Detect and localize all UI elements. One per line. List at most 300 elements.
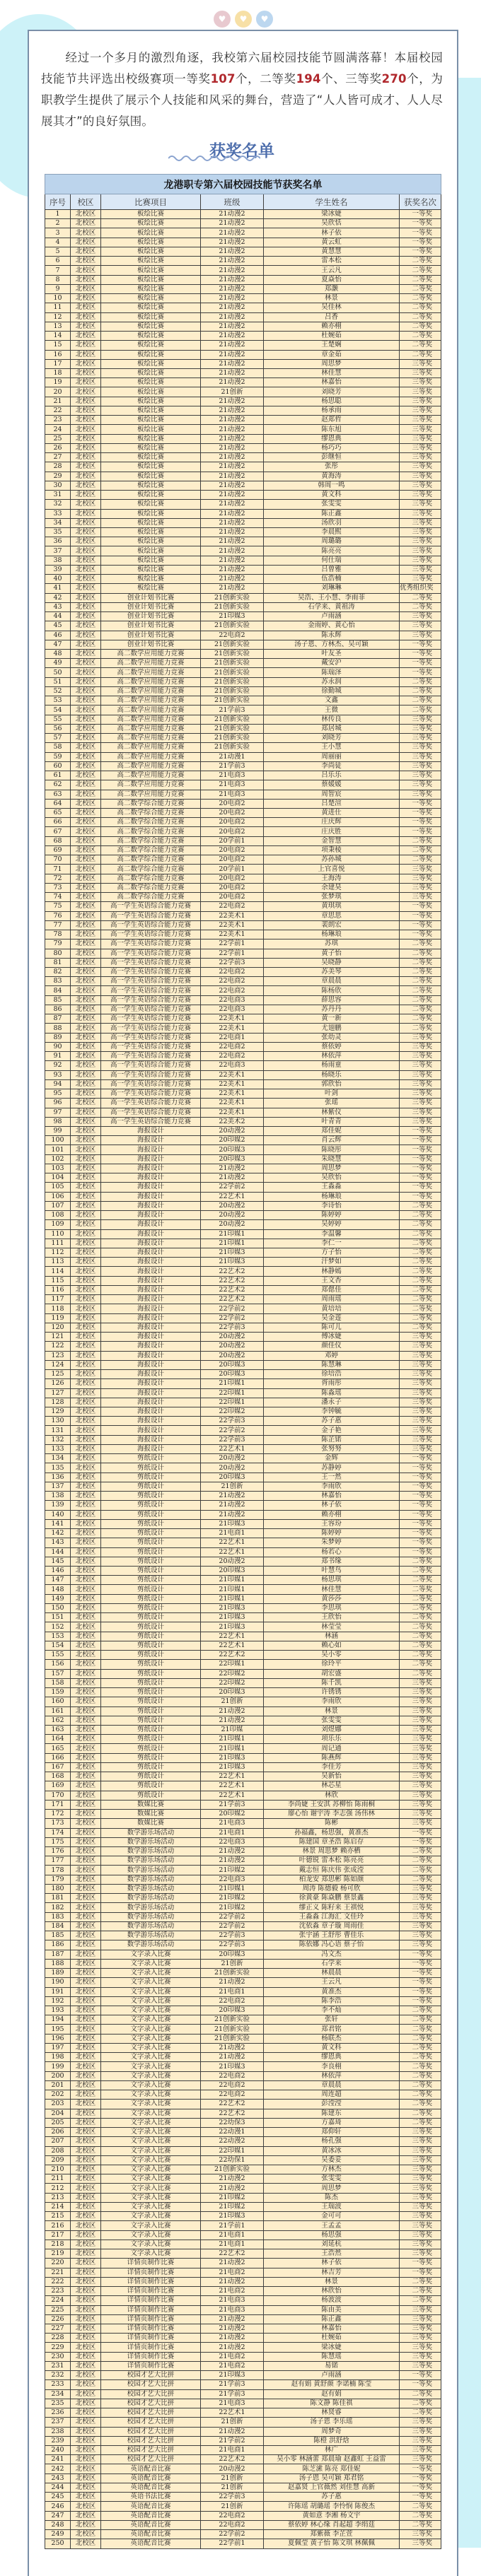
student-name: 黄云虹 xyxy=(264,238,400,247)
student-name: 杨联杰 xyxy=(264,2034,400,2043)
class-name: 22电商2 xyxy=(201,986,264,995)
class-name: 22印媒2 xyxy=(201,1669,264,1678)
class-name: 21动漫2 xyxy=(201,228,264,238)
row-number: 43 xyxy=(45,602,71,611)
competition: 高一学生英语综合能力竞赛 xyxy=(101,1014,201,1024)
row-number: 146 xyxy=(45,1566,71,1575)
competition: 文字录入比赛 xyxy=(101,2212,201,2221)
award-rank: 二等奖 xyxy=(400,845,441,855)
competition: 高一学生英语综合能力竞赛 xyxy=(101,1042,201,1051)
competition: 详情页制作比赛 xyxy=(101,2259,201,2268)
student-name: 苏孙城 xyxy=(264,855,400,865)
student-name: 庄庆辉 xyxy=(264,818,400,827)
competition: 板绘比赛 xyxy=(101,406,201,415)
student-name: 王文杏 xyxy=(264,1276,400,1285)
student-name: 尤翅鹏 xyxy=(264,1024,400,1033)
class-name: 21动漫2 xyxy=(201,2314,264,2324)
award-rank: 二等奖 xyxy=(400,977,441,986)
row-number: 250 xyxy=(45,2539,71,2548)
campus: 北校区 xyxy=(71,1435,101,1444)
row-number: 101 xyxy=(45,1145,71,1154)
table-row xyxy=(45,2371,441,2380)
award-rank: 三等奖 xyxy=(400,1706,441,1716)
class-name: 21动漫2 xyxy=(201,443,264,452)
award-rank: 三等奖 xyxy=(400,387,441,397)
table-row xyxy=(45,977,441,986)
award-rank: 三等奖 xyxy=(400,481,441,490)
campus: 北校区 xyxy=(71,977,101,986)
student-name: 黄培培 xyxy=(264,1304,400,1313)
award-rank: 三等奖 xyxy=(400,1117,441,1126)
table-row xyxy=(45,2071,441,2080)
campus: 北校区 xyxy=(71,1594,101,1603)
award-rank: 二等奖 xyxy=(400,677,441,686)
award-rank: 二等奖 xyxy=(400,855,441,865)
class-name: 22学前1 xyxy=(201,2539,264,2548)
class-name: 21动漫2 xyxy=(201,350,264,359)
campus: 北校区 xyxy=(71,472,101,481)
row-number: 212 xyxy=(45,2184,71,2193)
row-number: 63 xyxy=(45,790,71,799)
competition: 高一学生英语综合能力竞赛 xyxy=(101,995,201,1005)
award-rank: 二等奖 xyxy=(400,1285,441,1294)
campus: 北校区 xyxy=(71,1164,101,1173)
table-row xyxy=(45,1772,441,1781)
class-name: 21动漫2 xyxy=(201,210,264,219)
award-rank: 二等奖 xyxy=(400,1267,441,1276)
class-name: 21印媒3 xyxy=(201,612,264,621)
student-name: 杨思琪 xyxy=(264,1576,400,1585)
competition: 板绘比赛 xyxy=(101,416,201,425)
row-number: 98 xyxy=(45,1117,71,1126)
campus: 北校区 xyxy=(71,696,101,706)
competition: 高一学生英语综合能力竞赛 xyxy=(101,1024,201,1033)
table-row xyxy=(45,2146,441,2155)
award-rank: 一等奖 xyxy=(400,2493,441,2502)
competition: 剪纸设计 xyxy=(101,1688,201,1697)
competition: 剪纸设计 xyxy=(101,1641,201,1650)
class-name: 22幼保1 xyxy=(201,2155,264,2165)
table-row xyxy=(45,827,441,836)
student-name: 章晨晨 xyxy=(264,2080,400,2090)
row-number: 160 xyxy=(45,1697,71,1706)
student-name: 陈杨欣 xyxy=(264,986,400,995)
class-name: 21动漫2 xyxy=(201,509,264,518)
campus: 北校区 xyxy=(71,1024,101,1033)
table-row xyxy=(45,1342,441,1351)
campus: 北校区 xyxy=(71,1529,101,1538)
student-name: 陈淼瑶 xyxy=(264,1388,400,1398)
competition: 海报设计 xyxy=(101,1295,201,1304)
campus: 北校区 xyxy=(71,893,101,902)
competition: 文字录入比赛 xyxy=(101,1950,201,1959)
row-number: 17 xyxy=(45,359,71,368)
class-name: 22印媒1 xyxy=(201,2146,264,2155)
class-name: 22学前3 xyxy=(201,1323,264,1332)
campus: 北校区 xyxy=(71,509,101,518)
row-number: 35 xyxy=(45,527,71,537)
competition: 海报设计 xyxy=(101,1220,201,1229)
table-row xyxy=(45,2100,441,2109)
award-rank: 二等奖 xyxy=(400,257,441,266)
competition: 板绘比赛 xyxy=(101,575,201,584)
campus: 北校区 xyxy=(71,631,101,640)
campus: 北校区 xyxy=(71,2371,101,2380)
class-name: 21动漫2 xyxy=(201,247,264,256)
table-row xyxy=(45,1061,441,1070)
campus: 北校区 xyxy=(71,1089,101,1099)
award-rank: 一等奖 xyxy=(400,1126,441,1135)
student-name: 韩周一鸣 xyxy=(264,481,400,490)
student-name: 周雨瑶 xyxy=(264,1295,400,1304)
class-name: 21动漫2 xyxy=(201,2053,264,2062)
award-rank: 三等奖 xyxy=(400,2249,441,2259)
class-name: 21创新实验 xyxy=(201,602,264,611)
student-name: 卢雨涵 xyxy=(264,612,400,621)
row-number: 226 xyxy=(45,2314,71,2324)
campus: 北校区 xyxy=(71,2230,101,2240)
class-name: 21动漫2 xyxy=(201,303,264,312)
column-header: 序号 xyxy=(45,194,71,210)
table-row xyxy=(45,387,441,397)
table-row xyxy=(45,1706,441,1716)
competition: 板绘比赛 xyxy=(101,228,201,238)
row-number: 21 xyxy=(45,397,71,406)
row-number: 9 xyxy=(45,284,71,293)
award-rank: 三等奖 xyxy=(400,462,441,472)
campus: 北校区 xyxy=(71,2080,101,2090)
row-number: 46 xyxy=(45,631,71,640)
row-number: 171 xyxy=(45,1800,71,1809)
class-name: 20印媒3 xyxy=(201,1154,264,1164)
class-name: 21电商1 xyxy=(201,2240,264,2249)
award-rank: 三等奖 xyxy=(400,734,441,743)
award-rank: 三等奖 xyxy=(400,2446,441,2455)
campus: 北校区 xyxy=(71,2473,101,2483)
award-rank: 三等奖 xyxy=(400,2155,441,2165)
class-name: 21动漫2 xyxy=(201,284,264,293)
campus: 北校区 xyxy=(71,1557,101,1566)
table-row xyxy=(45,1622,441,1632)
row-number: 93 xyxy=(45,1070,71,1079)
row-number: 124 xyxy=(45,1360,71,1369)
row-number: 25 xyxy=(45,434,71,443)
competition: 海报设计 xyxy=(101,1313,201,1323)
student-name: 苏美琴 xyxy=(264,967,400,976)
row-number: 117 xyxy=(45,1295,71,1304)
award-rank: 二等奖 xyxy=(400,967,441,976)
competition: 剪纸设计 xyxy=(101,1632,201,1641)
campus: 北校区 xyxy=(71,1183,101,1192)
award-rank: 三等奖 xyxy=(400,2221,441,2230)
award-rank: 二等奖 xyxy=(400,2025,441,2034)
competition: 板绘比赛 xyxy=(101,500,201,509)
row-number: 4 xyxy=(45,238,71,247)
competition: 海报设计 xyxy=(101,1126,201,1135)
award-rank: 三等奖 xyxy=(400,434,441,443)
student-name: 章金茹 xyxy=(264,350,400,359)
class-name: 22学前2 xyxy=(201,1313,264,1323)
student-name: 王淼淼 江海汇 文佳玲 xyxy=(264,1912,400,1921)
table-row xyxy=(45,1426,441,1435)
table-row xyxy=(45,752,441,761)
row-number: 80 xyxy=(45,949,71,958)
class-name: 21动漫2 xyxy=(201,500,264,509)
award-rank: 三等奖 xyxy=(400,397,441,406)
column-header: 获奖名次 xyxy=(400,194,441,210)
campus: 北校区 xyxy=(71,1651,101,1660)
table-row xyxy=(45,294,441,303)
campus: 北校区 xyxy=(71,1454,101,1463)
competition: 文字录入比赛 xyxy=(101,1987,201,1996)
table-row xyxy=(45,1126,441,1135)
student-name: 王浩然 xyxy=(264,2249,400,2259)
competition: 板绘比赛 xyxy=(101,518,201,527)
row-number: 187 xyxy=(45,1950,71,1959)
competition: 文字录入比赛 xyxy=(101,2090,201,2100)
student-name: 汤子恩 李乐瑶 xyxy=(264,2418,400,2427)
row-number: 246 xyxy=(45,2502,71,2511)
student-name: 戴安沪 xyxy=(264,659,400,668)
class-name: 21动漫2 xyxy=(201,238,264,247)
student-name: 周丽丽 xyxy=(264,752,400,761)
student-name: 许陈瑶 胡璐瑶 李怜悯 陈俊杰 xyxy=(264,2502,400,2511)
student-name: 苏丹丹 xyxy=(264,1005,400,1014)
award-rank: 二等奖 xyxy=(400,1211,441,1220)
row-number: 57 xyxy=(45,734,71,743)
row-number: 153 xyxy=(45,1632,71,1641)
competition: 剪纸设计 xyxy=(101,1538,201,1547)
award-rank: 二等奖 xyxy=(400,1576,441,1585)
campus: 北校区 xyxy=(71,1417,101,1426)
class-name: 22电商2 xyxy=(201,1052,264,1061)
campus: 北校区 xyxy=(71,986,101,995)
table-row xyxy=(45,1183,441,1192)
column-header: 学生姓名 xyxy=(264,194,400,210)
campus: 北校区 xyxy=(71,1192,101,1201)
student-name: 陈文静 陈佳祺 xyxy=(264,2399,400,2408)
award-rank: 三等奖 xyxy=(400,893,441,902)
class-name: 22美术1 xyxy=(201,911,264,920)
award-rank: 二等奖 xyxy=(400,284,441,293)
campus: 北校区 xyxy=(71,2118,101,2127)
table-row xyxy=(45,546,441,556)
competition: 海报设计 xyxy=(101,1183,201,1192)
class-name: 20电商2 xyxy=(201,809,264,818)
competition: 数学游乐场活动 xyxy=(101,1894,201,1903)
table-row xyxy=(45,1566,441,1575)
campus: 北校区 xyxy=(71,771,101,780)
competition: 海报设计 xyxy=(101,1248,201,1258)
table-row xyxy=(45,1351,441,1360)
row-number: 69 xyxy=(45,845,71,855)
class-name: 22学前2 xyxy=(201,1304,264,1313)
competition: 板绘比赛 xyxy=(101,472,201,481)
award-rank: 二等奖 xyxy=(400,1323,441,1332)
heart-icon: ♥ xyxy=(214,11,231,28)
campus: 北校区 xyxy=(71,1903,101,1912)
row-number: 132 xyxy=(45,1435,71,1444)
student-name: 黄文科 xyxy=(264,491,400,500)
campus: 北校区 xyxy=(71,1211,101,1220)
campus: 北校区 xyxy=(71,219,101,228)
row-number: 229 xyxy=(45,2343,71,2352)
row-number: 209 xyxy=(45,2155,71,2165)
student-name: 陈橙 洪舒焓 xyxy=(264,2436,400,2445)
competition: 板绘比赛 xyxy=(101,257,201,266)
row-number: 94 xyxy=(45,1079,71,1089)
table-row xyxy=(45,790,441,799)
competition: 剪纸设计 xyxy=(101,1753,201,1762)
student-name: 李钟毓 xyxy=(264,1407,400,1417)
row-number: 198 xyxy=(45,2053,71,2062)
student-name: 邓婷 xyxy=(264,1351,400,1360)
table-row xyxy=(45,2530,441,2539)
table-row xyxy=(45,930,441,939)
award-rank: 一等奖 xyxy=(400,1959,441,1968)
campus: 北校区 xyxy=(71,2034,101,2043)
class-name: 22学前3 xyxy=(201,958,264,967)
table-row xyxy=(45,1164,441,1173)
table-row xyxy=(45,2473,441,2483)
student-name: 陈杰 xyxy=(264,2193,400,2202)
award-rank: 一等奖 xyxy=(400,1837,441,1846)
class-name: 22电商2 xyxy=(201,2080,264,2090)
table-row xyxy=(45,1996,441,2006)
competition: 板绘比赛 xyxy=(101,425,201,434)
campus: 北校区 xyxy=(71,743,101,752)
table-row xyxy=(45,2259,441,2268)
award-rank: 二等奖 xyxy=(400,2502,441,2511)
class-name: 22艺术2 xyxy=(201,1651,264,1660)
competition: 海报设计 xyxy=(101,1407,201,1417)
table-row xyxy=(45,1136,441,1145)
row-number: 204 xyxy=(45,2109,71,2118)
class-name: 21电商3 xyxy=(201,2296,264,2305)
table-row xyxy=(45,1594,441,1603)
competition: 板绘比赛 xyxy=(101,462,201,472)
table-row xyxy=(45,1417,441,1426)
competition: 剪纸设计 xyxy=(101,1772,201,1781)
table-row xyxy=(45,958,441,967)
class-name: 21电商1 xyxy=(201,1987,264,1996)
table-row xyxy=(45,378,441,387)
award-rank: 一等奖 xyxy=(400,1463,441,1473)
table-row xyxy=(45,2221,441,2230)
award-rank: 一等奖 xyxy=(400,228,441,238)
campus: 北校区 xyxy=(71,920,101,930)
student-name: 张雯雯 xyxy=(264,500,400,509)
award-rank: 一等奖 xyxy=(400,2483,441,2492)
student-name: 黄一新 xyxy=(264,1014,400,1024)
campus: 北校区 xyxy=(71,799,101,808)
student-name: 李尚婕 王安淇 苏柳怡 陈雨桐 xyxy=(264,1800,400,1809)
campus: 北校区 xyxy=(71,818,101,827)
student-name: 缪恩典 xyxy=(264,2053,400,2062)
competition: 高一学生英语综合能力竞赛 xyxy=(101,1117,201,1126)
table-row xyxy=(45,986,441,995)
competition: 板绘比赛 xyxy=(101,584,201,593)
class-name: 21印媒2 xyxy=(201,1894,264,1903)
competition: 校园才艺大比拼 xyxy=(101,2418,201,2427)
award-rank: 二等奖 xyxy=(400,2511,441,2520)
campus: 北校区 xyxy=(71,967,101,976)
award-rank: 二等奖 xyxy=(400,2399,441,2408)
student-name: 徐勤城 xyxy=(264,686,400,696)
row-number: 154 xyxy=(45,1641,71,1650)
row-number: 217 xyxy=(45,2230,71,2240)
award-rank: 三等奖 xyxy=(400,2324,441,2333)
table-row xyxy=(45,1940,441,1950)
campus: 北校区 xyxy=(71,1173,101,1183)
class-name: 22电商2 xyxy=(201,631,264,640)
student-name: 陈芝潆 陈亮 郑佳妮 xyxy=(264,2464,400,2473)
table-row xyxy=(45,2202,441,2211)
student-name: 陈由美 xyxy=(264,2305,400,2314)
row-number: 123 xyxy=(45,1351,71,1360)
class-name: 21印媒3 xyxy=(201,2212,264,2221)
row-number: 97 xyxy=(45,1108,71,1117)
award-rank: 三等奖 xyxy=(400,612,441,621)
row-number: 183 xyxy=(45,1912,71,1921)
award-rank: 二等奖 xyxy=(400,986,441,995)
competition: 海报设计 xyxy=(101,1398,201,1407)
competition: 文字录入比赛 xyxy=(101,2174,201,2184)
row-number: 81 xyxy=(45,958,71,967)
table-row xyxy=(45,2436,441,2445)
row-number: 203 xyxy=(45,2100,71,2109)
table-row xyxy=(45,1295,441,1304)
row-number: 152 xyxy=(45,1622,71,1632)
student-name: 陈建东 xyxy=(264,2109,400,2118)
campus: 北校区 xyxy=(71,1706,101,1716)
campus: 北校区 xyxy=(71,1912,101,1921)
campus: 北校区 xyxy=(71,1603,101,1612)
table-row xyxy=(45,1267,441,1276)
award-rank: 三等奖 xyxy=(400,2314,441,2324)
competition: 数学游乐场活动 xyxy=(101,1884,201,1893)
class-name: 21动漫2 xyxy=(201,1501,264,1510)
class-name: 21电商2 xyxy=(201,2352,264,2361)
competition: 文字录入比赛 xyxy=(101,2062,201,2071)
student-name: 苏永润 xyxy=(264,677,400,686)
student-name: 张轩 xyxy=(264,2015,400,2025)
class-name: 21动漫2 xyxy=(201,1706,264,1716)
row-number: 164 xyxy=(45,1735,71,1744)
class-name: 22学前2 xyxy=(201,2530,264,2539)
student-name: 方嘉琦 xyxy=(264,2118,400,2127)
award-rank: 一等奖 xyxy=(400,1192,441,1201)
student-name: 周涛 陈德毅 杨可欣 xyxy=(264,1884,400,1893)
student-name: 陈正鑫 xyxy=(264,2314,400,2324)
competition: 高二数学应用能力竞赛 xyxy=(101,686,201,696)
table-row xyxy=(45,2025,441,2034)
campus: 北校区 xyxy=(71,1407,101,1417)
student-name: 吴小零 林涵蕾 郑晨瑜 赵鑫虹 王益雷 xyxy=(264,2455,400,2464)
table-row xyxy=(45,1323,441,1332)
award-rank: 一等奖 xyxy=(400,827,441,836)
award-rank: 一等奖 xyxy=(400,1482,441,1491)
intro-text-3: 个、三等奖 xyxy=(320,72,382,86)
competition: 海报设计 xyxy=(101,1154,201,1164)
competition: 文字录入比赛 xyxy=(101,2155,201,2165)
table-row xyxy=(45,1697,441,1706)
award-rank: 二等奖 xyxy=(400,696,441,706)
competition: 详情页制作比赛 xyxy=(101,2277,201,2286)
table-row xyxy=(45,1538,441,1547)
row-number: 114 xyxy=(45,1267,71,1276)
table-row xyxy=(45,1856,441,1866)
